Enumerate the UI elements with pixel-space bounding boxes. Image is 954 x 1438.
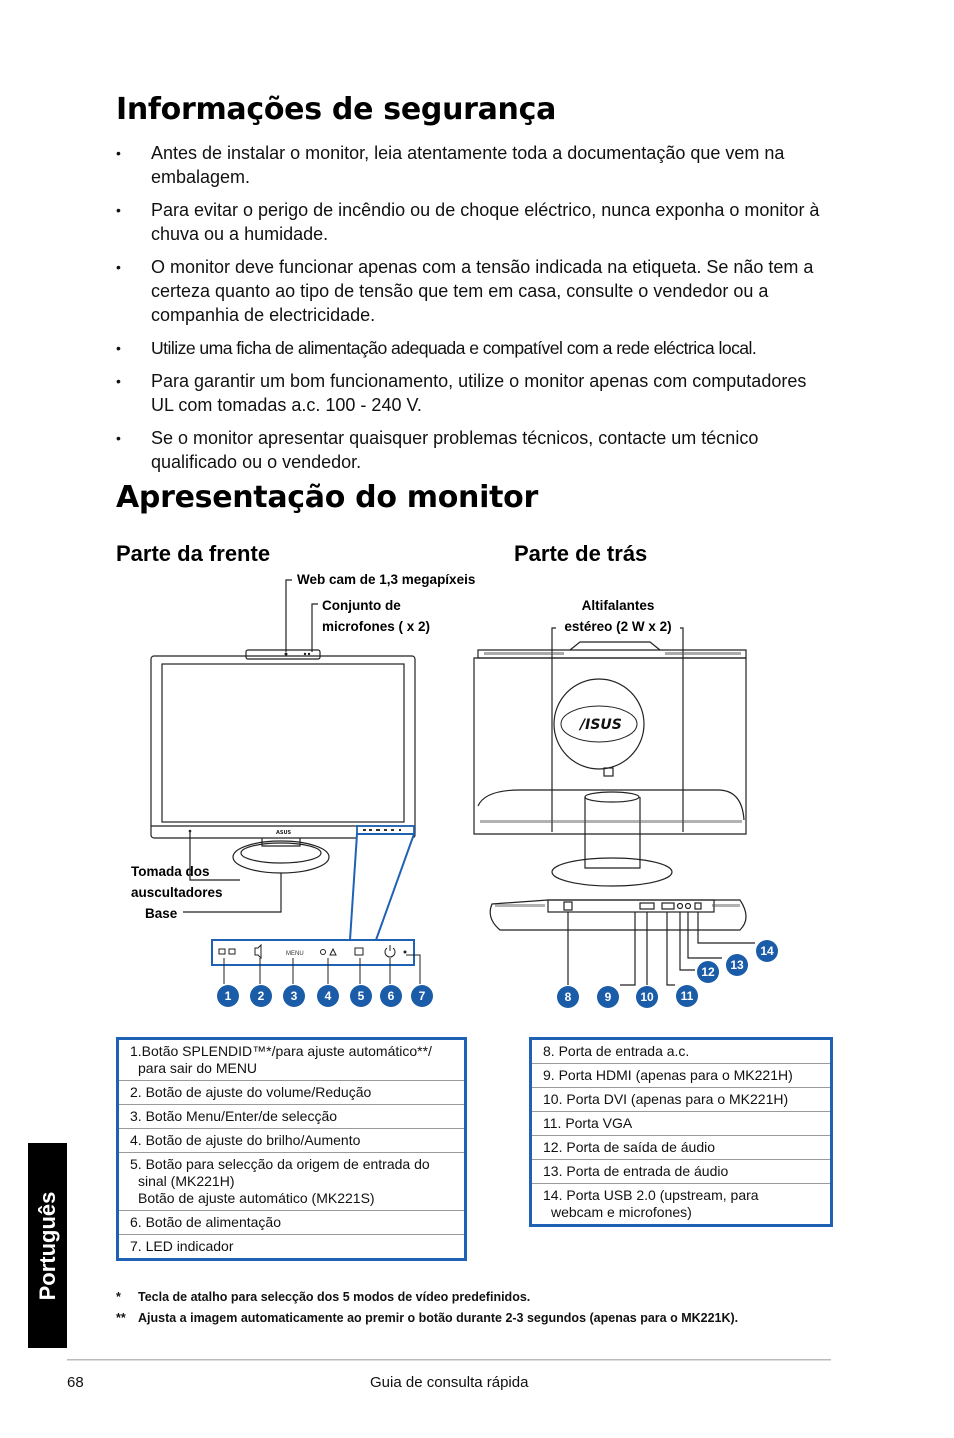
front-monitor-illustration <box>120 570 440 1010</box>
table-row <box>119 1081 464 1105</box>
table-row <box>532 1064 830 1088</box>
table-row <box>119 1153 464 1211</box>
back-badge-12: 12 <box>697 961 719 983</box>
front-badge-1: 1 <box>217 985 239 1007</box>
footnote-text: Ajusta a imagem automaticamente ao premir o botão durante 2-3 segundos (apenas para o MK221K). <box>138 1311 739 1325</box>
table-cell-continued: Botão de ajuste automático (MK221S) <box>138 1190 375 1206</box>
table-cell: 10. Porta DVI (apenas para o MK221H) <box>543 1091 789 1107</box>
safety-bullet: • Utilize uma ficha de alimentação adequada e compatível com a rede eléctrica local. <box>116 336 831 360</box>
table-cell: 5. Botão para selecção da origem de entrada do <box>130 1156 430 1172</box>
safety-title: Informações de segurança <box>116 92 557 127</box>
table-cell: 8. Porta de entrada a.c. <box>543 1043 690 1059</box>
back-badge-11: 11 <box>676 985 698 1007</box>
table-row <box>532 1040 830 1064</box>
table-cell: 7. LED indicador <box>130 1238 234 1254</box>
footnote-mark: * <box>116 1290 121 1304</box>
table-cell: 11. Porta VGA <box>543 1115 633 1131</box>
base-label: Base <box>145 906 178 921</box>
table-cell: 3. Botão Menu/Enter/de selecção <box>130 1108 338 1124</box>
speakers-label-line2: estéreo (2 W x 2) <box>564 619 672 634</box>
front-badge-2: 2 <box>250 985 272 1007</box>
mic-label-line1: Conjunto de <box>322 598 401 613</box>
table-cell-continued: sinal (MK221H) <box>138 1173 235 1189</box>
headphone-label-line2: auscultadores <box>131 885 223 900</box>
table-row <box>532 1160 830 1184</box>
sidebar-language-label: Português <box>34 1191 60 1300</box>
table-cell: 4. Botão de ajuste do brilho/Aumento <box>130 1132 361 1148</box>
front-logo: ASUS <box>276 830 292 836</box>
front-badge-5: 5 <box>350 985 372 1007</box>
front-badge-7: 7 <box>411 985 433 1007</box>
speakers-label-line1: Altifalantes <box>581 598 655 613</box>
table-row <box>532 1136 830 1160</box>
front-badge-6: 6 <box>380 985 402 1007</box>
safety-bullet: • Se o monitor apresentar quaisquer problemas técnicos, contacte um técnico qualificado ou o vendedor. <box>116 426 831 474</box>
table-cell: 6. Botão de alimentação <box>130 1214 281 1230</box>
table-cell: 12. Porta de saída de áudio <box>543 1139 716 1155</box>
front-badge-3: 3 <box>283 985 305 1007</box>
safety-bullet: • Para garantir um bom funcionamento, utilize o monitor apenas com computadores UL com tomadas a.c. 100 - 240 V. <box>116 369 831 417</box>
table-row <box>119 1211 464 1235</box>
language-sidebar-tab <box>28 1143 67 1348</box>
footer-rule <box>67 1359 831 1360</box>
table-cell: 14. Porta USB 2.0 (upstream, para <box>543 1187 759 1203</box>
front-parts-table <box>116 1037 467 1261</box>
front-heading: Parte da frente <box>116 541 271 566</box>
table-row <box>532 1088 830 1112</box>
overview-title: Apresentação do monitor <box>116 480 538 515</box>
table-cell: 2. Botão de ajuste do volume/Redução <box>130 1084 372 1100</box>
footer-guide-title: Guia de consulta rápida <box>370 1374 529 1391</box>
table-row <box>119 1129 464 1153</box>
back-logo: /ISUS <box>580 717 622 733</box>
table-row <box>119 1105 464 1129</box>
safety-bullet-list <box>116 141 831 483</box>
footnote-2 <box>116 1308 738 1328</box>
table-row <box>532 1112 830 1136</box>
back-badge-10: 10 <box>636 986 658 1008</box>
headphone-label-line1: Tomada dos <box>131 864 210 879</box>
footnote-mark: ** <box>116 1311 126 1325</box>
back-badge-9: 9 <box>597 986 619 1008</box>
front-badge-4: 4 <box>317 985 339 1007</box>
table-row <box>532 1184 830 1224</box>
table-row <box>119 1040 464 1081</box>
back-parts-table <box>529 1037 833 1227</box>
back-badge-13: 13 <box>726 954 748 976</box>
back-badge-14: 14 <box>756 940 778 962</box>
back-badge-8: 8 <box>557 986 579 1008</box>
menu-button-text: MENU <box>286 951 304 957</box>
table-cell: 13. Porta de entrada de áudio <box>543 1163 729 1179</box>
webcam-label: Web cam de 1,3 megapíxeis <box>297 572 476 587</box>
safety-bullet: • O monitor deve funcionar apenas com a tensão indicada na etiqueta. Se não tem a certeza quanto ao tipo de tensão que tem em casa, consulte o vendedor ou a companhia de electricidade. <box>116 255 831 327</box>
mic-label-line2: microfones ( x 2) <box>322 619 431 634</box>
footnote-1 <box>116 1287 530 1307</box>
safety-bullet: • Para evitar o perigo de incêndio ou de choque eléctrico, nunca exponha o monitor à chuva ou a humidade. <box>116 198 831 246</box>
table-cell-continued: webcam e microfones) <box>551 1204 692 1220</box>
footnote-text: Tecla de atalho para selecção dos 5 modos de vídeo predefinidos. <box>138 1290 531 1304</box>
table-row <box>119 1235 464 1258</box>
table-cell: 1.Botão SPLENDID™*/para ajuste automático**/ <box>130 1043 432 1059</box>
table-cell: 9. Porta HDMI (apenas para o MK221H) <box>543 1067 793 1083</box>
safety-bullet: • Antes de instalar o monitor, leia atentamente toda a documentação que vem na embalagem. <box>116 141 831 189</box>
back-heading: Parte de trás <box>514 541 648 566</box>
page-number: 68 <box>67 1374 84 1391</box>
table-cell-continued: para sair do MENU <box>138 1060 258 1076</box>
